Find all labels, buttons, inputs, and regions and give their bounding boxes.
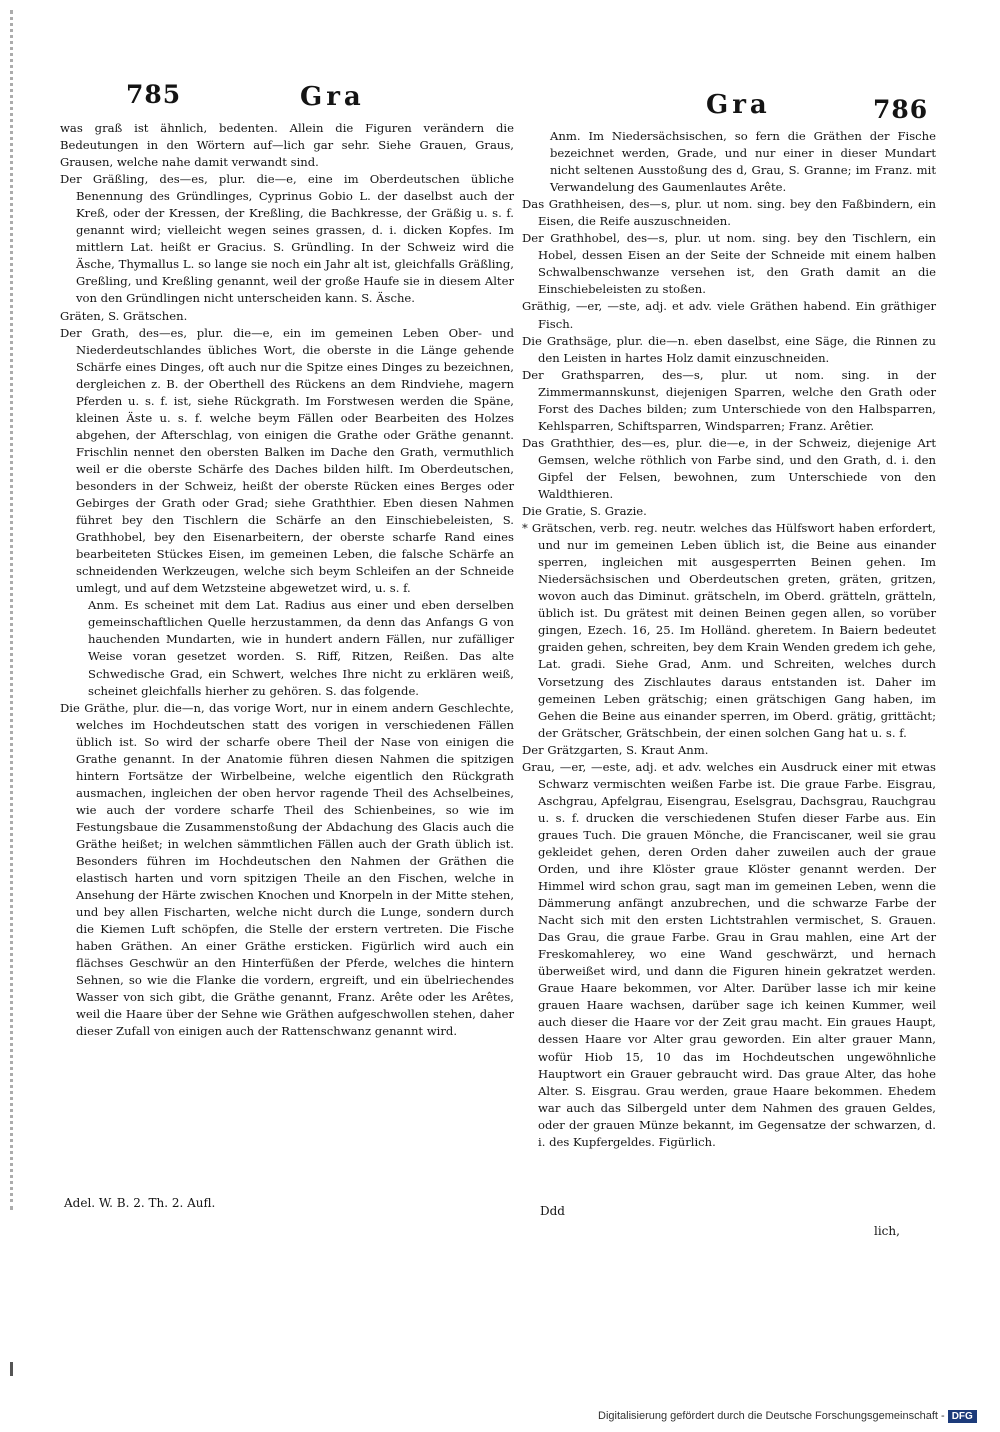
entry-paragraph: Der Grätzgarten, S. Kraut Anm. <box>522 742 709 757</box>
annotation-paragraph: Anm. Im Niedersächsischen, so fern die Gräthen der Fische bezeichnet werden, Grade, und nur einer in dieser Mundart nicht seltenen Ausstoßung des d, Grau, S. Granne; im Franz. mit Verwandelung des Gaumenlautes Arête. <box>550 129 936 195</box>
right-page-number: 786 <box>873 95 929 124</box>
right-footer-signature: Ddd <box>540 1204 565 1218</box>
entry-paragraph: Das Graththier, des—es, plur. die—e, in der Schweiz, diejenige Art Gemsen, welche röthlich von Farbe sind, und den Grath, d. i. den Gipfel der Felsen, bewohnen, zum Unterschiede von den Waldthieren. <box>522 435 936 501</box>
left-page-number: 785 <box>126 80 182 109</box>
entry-paragraph: Gräthig, —er, —ste, adj. et adv. viele Gräthen habend. Ein gräthiger Fisch. <box>522 299 936 331</box>
right-footer-catchword: lich, <box>874 1224 900 1238</box>
digitization-credit <box>598 1410 977 1423</box>
entry-paragraph: Gräten, S. Grätschen. <box>60 308 188 323</box>
right-column <box>522 128 936 1151</box>
entry-paragraph: Der Gräßling, des—es, plur. die—e, eine im Oberdeutschen übliche Benennung des Gründlinges, Cyprinus Gobio L. der daselbst auch der Kreß, oder der Kressen, der Kreßling, die Bachkresse, der Gräßig u. s. f. genannt wird; vielleicht wegen seines grassen, d. i. dicken Kopfes. Im mittlern Lat. heißt er Gracius. S. Gründling. In der Schweiz wird die Äsche, Thymallus L. so lange sie noch ein Jahr alt ist, gleichfalls Gräßling, Greßling, und Kreßling genannt, weil der große Haufe sie in diesem Alter von den Gründlingen nicht unterscheiden kann. S. Äsche. <box>60 172 514 306</box>
entry-paragraph: Der Grathhobel, des—s, plur. ut nom. sing. bey den Tischlern, ein Hobel, dessen Eisen an der Seite der Schneide mit einem halben Schwalbenschwanze versehen ist, den Grath damit an die Einschiebeleisten zu stoßen. <box>522 231 936 297</box>
annotation-paragraph: Anm. Es scheinet mit dem Lat. Radius aus einer und eben derselben gemeinschaftlichen Quelle herzustammen, da denn das Anfangs G von hauchenden Mundarten, wie in hundert andern Fällen, nur zufälliger Weise voran gesetzet worden. S. Riff, Ritzen, Reißen. Das alte Schwedische Grad, ein Schwert, welches Ihre nicht zu erklären weiß, scheinet gleichfalls hierher zu gehören. S. das folgende. <box>88 598 514 698</box>
credit-text: Digitalisierung gefördert durch die Deutsche Forschungsgemeinschaft - <box>598 1410 945 1422</box>
entry-paragraph: Das Grathheisen, des—s, plur. ut nom. sing. bey den Faßbindern, ein Eisen, die Reife auszuschneiden. <box>522 197 936 229</box>
entry-paragraph: Der Grath, des—es, plur. die—e, ein im gemeinen Leben Ober- und Niederdeutschlandes übliches Wort, die oberste in die Länge gehende Schärfe eines Dinges, oft auch nur die Spitze eines Dinges zu bezeichnen, dergleichen z. B. der Oberthell des Rückens an dem Rindviehe, magern Pferden u. s. f. ist, siehe Rückgrath. Im Forstwesen werden die Späne, kleinen Äste u. s. f. welche beym Fällen oder Bearbeiten des Holzes abgehen, der Afterschlag, von einigen die Grathe oder Gräthe genannt. Frischlin nennet den obersten Balken im Dache den Grath, vermuthlich weil er die oberste Schärfe des Daches bilden hilft. Im Oberdeutschen, besonders in der Schweiz, heißt der oberste Rücken eines Berges oder Gebirges der Grath oder Grad; siehe Graththier. Eben diesen Nahmen führet bey den Tischlern die Schärfe an den Einschiebeleisten, S. Grathhobel, bey den Eisenarbeitern, der oberste scharfe Rand eines bearbeiteten Stückes Eisen, im gemeinen Leben, die falsche Schärfe an schneidenden Werkzeugen, welche sich beym Schleifen an der Schneide umlegt, und auf dem Wetzsteine abgewetzet wird, u. s. f. <box>60 325 514 596</box>
entry-paragraph: * Grätschen, verb. reg. neutr. welches das Hülfswort haben erfordert, und nur im gemeinen Leben üblich ist, die Beine aus einander sperren, ingleichen mit ausgesperrten Beinen gehen. Im Niedersächsischen und Oberdeutschen greten, gräten, gritzen, wovon auch das Diminut. grätscheln, im Oberd. grätteln, grätteln, üblich ist. Du grätest mit deinen Beinen gegen allen, so vorüber gingen, Ezech. 16, 25. Im Holländ. gheretem. In Baiern bedeutet graiden gehen, schreiten, bey dem Krain Wenden gredem ich gehe, Lat. gradi. Siehe Grad, Anm. und Schreiten, welches durch Vorsetzung des Zischlautes daraus entstanden ist. Daher im gemeinen Leben grätschig; einen grätschigen Gang haben, im Gehen die Beine aus einander sperren, im Oberd. grätig, grittächt; der Grätscher, Grätschbein, der einen solchen Gang hat u. s. f. <box>522 521 936 740</box>
entry-paragraph: Grau, —er, —este, adj. et adv. welches ein Ausdruck einer mit etwas Schwarz vermischten weißen Farbe ist. Die graue Farbe. Eisgrau, Aschgrau, Apfelgrau, Eisengrau, Eselsgrau, Dachsgrau, Rauchgrau u. s. f. drucken die verschiedenen Stufen dieser Farbe aus. Ein graues Tuch. Die grauen Mönche, die Franciscaner, weil sie grau gekleidet gehen, deren Orden daher zuweilen auch der graue Orden, und ihre Klöster graue Klöster genannt werden. Der Himmel wird schon grau, sagt man im gemeinen Leben, wenn die Dämmerung anfängt anzubrechen, und die schwarze Farbe der Nacht sich mit den ersten Lichtstrahlen vermischet, S. Grauen. Das Grau, die graue Farbe. Grau in Grau mahlen, eine Art der Freskomahlerey, wo eine Wand geschwärzt, und hernach überweißet wird, und dann die Figuren hinein gekratzet werden. Graue Haare bekommen, vor Alter. Darüber lasse ich mir keine grauen Haare wachsen, darüber sage ich keinen Kummer, weil auch dieser die Haare vor der Zeit grau macht. Ein graues Haupt, dessen Haare vor Alter grau geworden. Ein alter grauer Mann, wofür Hiob 15, 10 das im Hochdeutschen ungewöhnliche Hauptwort ein Grauer gebraucht wird. Das graue Alter, das hohe Alter. S. Eisgrau. Grau werden, graue Haare bekommen. Ehedem war auch das Silbergeld unter dem Nahmen des grauen Geldes, oder der grauen Münze bekannt, im Gegensatze der schwarzen, d. i. des Kupfergeldes. Figürlich. <box>522 759 936 1149</box>
right-running-head: Gra <box>706 90 771 120</box>
scan-artifact <box>10 1362 13 1376</box>
entry-paragraph: was graß ist ähnlich, bedenten. Allein die Figuren verändern die Bedeutungen in den Wörtern auf—lich gar sehr. Siehe Grauen, Graus, Grausen, welche nahe damit verwandt sind. <box>60 121 514 170</box>
entry-paragraph: Die Gratie, S. Grazie. <box>522 504 647 519</box>
scan-edge-marks <box>10 10 27 1210</box>
dfg-logo: DFG <box>948 1410 977 1423</box>
entry-paragraph: Die Gräthe, plur. die—n, das vorige Wort, nur in einem andern Geschlechte, welches im Hochdeutschen statt des vorigen in verschiedenen Fällen üblich ist. So wird der scharfe obere Theil der Nase von einigen die Grathe genannt. In der Anatomie führen diesen Nahmen die spitzigen hintern Fortsätze der Wirbelbeine, welche eigentlich den Rückgrath ausmachen, ingleichen der oben hervor ragende Theil des Achselbeines, wie auch der vordere scharfe Theil des Schienbeines, so wie im Festungsbaue die Zusammenstoßung der Abdachung des Glacis auch die Gräthe heißet; in welchen sämmtlichen Fällen auch der Grath üblich ist. Besonders führen im Hochdeutschen den Nahmen der Gräthen die elastisch harten und vorn spitzigen Theile an den Fischen, welche in Ansehung der Härte zwischen Knochen und Knorpeln in der Mitte stehen, und bey allen Fischarten, welche nicht durch die Lunge, sondern durch die Kiemen Luft schöpfen, die Stelle der erstern vertreten. Die Fische haben Gräthen. An einer Gräthe ersticken. Figürlich wird auch ein flächses Geschwür an den Hinterfüßen der Pferde, welches die hintern Sehnen, so wie die Flanke die vordern, ergreift, und ein übelriechendes Wasser von sich gibt, die Gräthe genannt, Franz. Arête oder les Arêtes, weil die Haare über der Sehne wie Gräthen aufgeschwollen stehen, daher dieser Zufall von einigen auch der Rattenschwanz genannt wird. <box>60 700 514 1039</box>
left-footer-signature: Adel. W. B. 2. Th. 2. Aufl. <box>64 1196 216 1210</box>
entry-paragraph: Der Grathsparren, des—s, plur. ut nom. sing. in der Zimmermannskunst, diejenigen Sparren, welche den Grath oder Forst des Daches bilden; zum Unterschiede von den Halbsparren, Kehlsparren, Schiftsparren, Windsparren; Franz. Arêtier. <box>522 367 936 433</box>
entry-paragraph: Die Grathsäge, plur. die—n. eben daselbst, eine Säge, die Rinnen zu den Leisten in hartes Holz damit einzuschneiden. <box>522 333 936 365</box>
left-running-head: Gra <box>300 82 365 112</box>
left-column <box>60 120 514 1041</box>
